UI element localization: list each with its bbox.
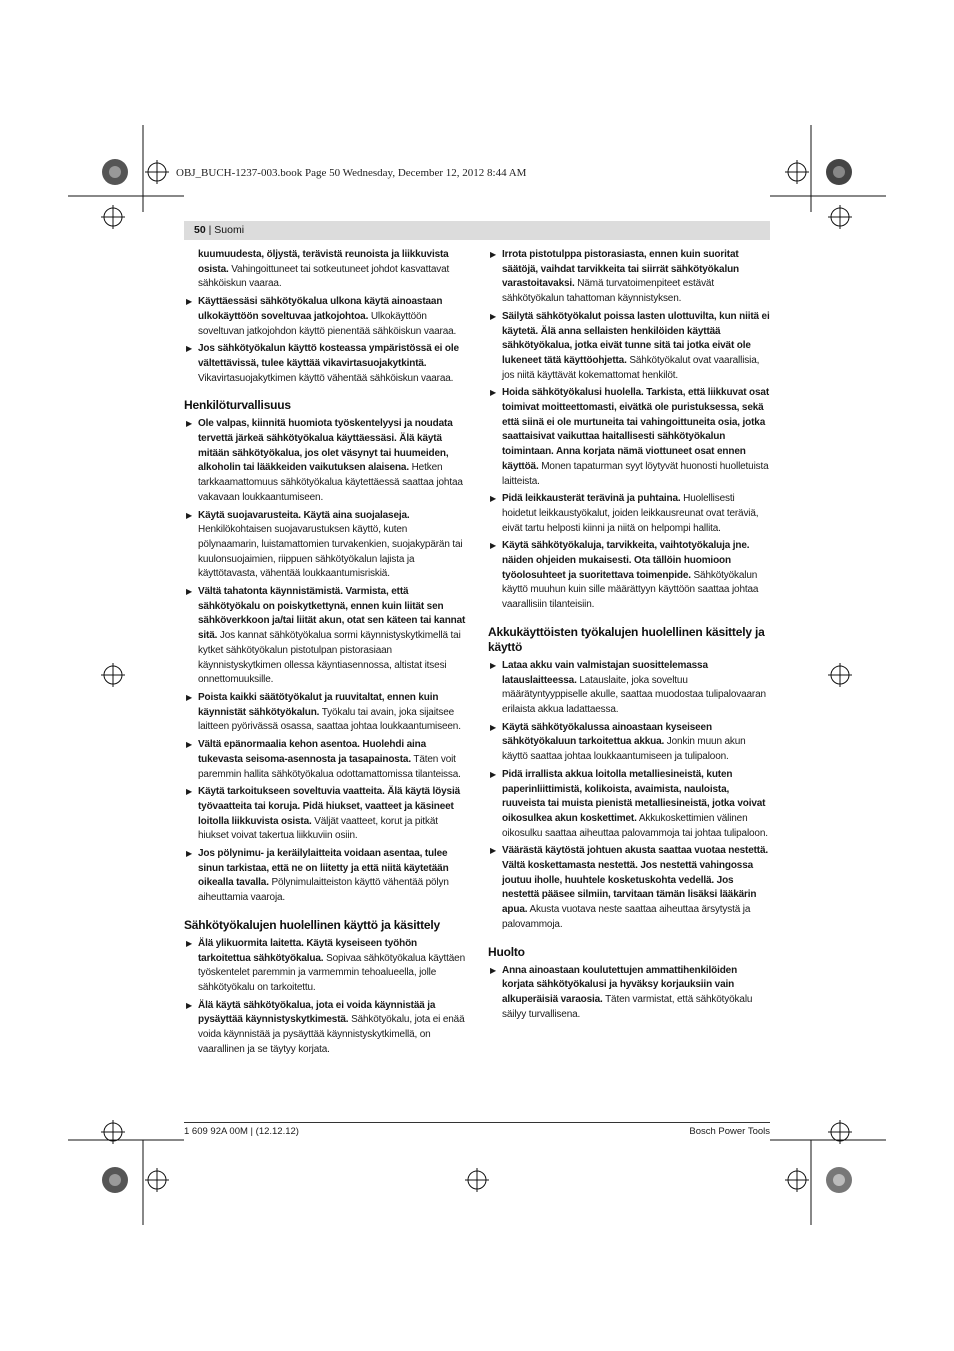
list-item: ▶ Jos pölynimu- ja keräilylaitteita voidaan asentaa, tulee sinun tarkistaa, että ne on liitetty ja että niitä käytetään oikealla tavalla. Pölynimulaitteiston käyttö vähentää pölyn aiheuttamia vaaroja. (186, 848, 449, 904)
footer-divider (184, 1122, 770, 1123)
list-item: ▶ Käyttäessäsi sähkötyökalua ulkona käytä ainoastaan ulkokäyttöön soveltuvaa jatkojohtoa. Ulkokäyttöön soveltuvan jatkojohdon käyttö pienentää sähköiskun vaaraa. (186, 296, 457, 337)
list-item: ▶ Käytä sähkötyökaluja, tarvikkeita, vaihtotyökaluja jne. näiden ohjeiden mukaisesti. Ota tällöin huomioon työolosuhteet ja suoritettava toimenpide. Sähkötyökalun käyttö muuhun kuin sille määrättyyn käyttöön saattaa johtaa vaarallisiin tilanteisiin. (490, 540, 759, 611)
bullet-icon: ▶ (186, 849, 193, 859)
bullet-icon: ▶ (490, 965, 497, 975)
bullet-icon: ▶ (186, 787, 193, 797)
list-item: ▶ Älä ylikuormita laitetta. Käytä kyseiseen työhön tarkoitettua sähkötyökalua. Sopivaa sähkötyökalua käyttäen työskentelet paremmin ja varmemmin tehoalueella, jolle sähkötyökalu on tarkoitettu. (186, 937, 465, 993)
list-item: ▶ Poista kaikki säätötyökalut ja ruuvitaltat, ennen kuin käynnistät sähkötyökalun. Työkalu tai avain, joka sijaitsee laitteen pyörivässä osassa, saattaa johtaa loukkaantumiseen. (186, 691, 461, 733)
footer-doc-number: 1 609 92A 00M | (12.12.12) (184, 1126, 299, 1137)
section-heading: Akkukäyttöisten työkalujen huolellinen käsittely ja käyttö (488, 624, 765, 654)
list-item: ▶ Pidä leikkausterät terävinä ja puhtaina. Huolellisesti hoidetut leikkaustyökalut, joiden leikkausreunat ovat teräviä, eivät tartu helposti kiinni ja niitä on helpompi hallita. (490, 493, 759, 534)
print-info: OBJ_BUCH-1237-003.book Page 50 Wednesday, December 12, 2012 8:44 AM (176, 167, 527, 179)
list-item: ▶ Säilytä sähkötyökalut poissa lasten ulottuvilta, kun niitä ei käytetä. Älä anna sellaisten henkilöiden käyttää sähkötyökalua, jotka eivät tunne sitä tai jotka eivät ole lukeneet tätä käyttöohjetta. Sähkötyökalut ovat vaarallisia, jos niitä käyttävät kokemattomat henkilöt. (490, 310, 770, 381)
list-item: ▶ Irrota pistotulppa pistorasiasta, ennen kuin suoritat säätöjä, vaihdat tarvikkeita tai siirrät sähkötyökalun varastoitavaksi. Nämä turvatoimenpiteet estävät sähkötyökalun tahattoman käynnistyksen. (490, 249, 740, 305)
list-item: kuumuudesta, öljystä, terävistä reunoista ja liikkuvista osista. Vahingoittuneet tai sotkeutuneet johdot kasvattavat sähköiskun vaaraa. (198, 249, 450, 290)
bullet-icon: ▶ (490, 494, 497, 504)
right-column (488, 248, 770, 1025)
bullet-icon: ▶ (186, 297, 193, 307)
footer-brand: Bosch Power Tools (689, 1126, 770, 1137)
bullet-icon: ▶ (186, 1000, 193, 1010)
bullet-icon: ▶ (186, 510, 193, 520)
list-item: ▶ Pidä irrallista akkua loitolla metalliesineistä, kuten paperinliittimistä, kolikoista, avaimista, nauloista, ruuveista tai muista pienistä metalliesineistä, jotka voivat oikosulkea akun koskettimet. Akkukoskettimien välinen oikosulku saattaa aiheuttaa palovammoja tai johtaa tulipaloon. (490, 768, 768, 839)
bullet-icon: ▶ (186, 938, 193, 948)
list-item: ▶ Älä käytä sähkötyökalua, jota ei voida käynnistää ja pysäyttää käynnistyskytkimestä. Sähkötyökalu, jota ei enää voida käynnistää ja pysäyttää käynnistyskytkimellä, on vaarallinen ja se täytyy korjata. (186, 999, 465, 1055)
list-item: ▶ Jos sähkötyökalun käyttö kosteassa ympäristössä ei ole vältettävissä, tulee käyttää vikavirtasuojakytkintä. Vikavirtasuojakytkimen käyttö vähentää sähköiskun vaaraa. (186, 343, 459, 384)
list-item: ▶ Vältä tahatonta käynnistämistä. Varmista, että sähkötyökalu on poiskytkettynä, ennen kuin liität sen sähköverkkoon ja/tai liität akun, otat sen käteen tai kannat sitä. Jos kannat sähkötyökalua sormi käynnistyskytkimellä tai kytket sähkötyökalun pistotulpan pistorasiaan käynnistyskytkimen ollessa käyntiasennossa, altistat itsesi onnettomuuksille. (186, 586, 466, 686)
bullet-icon: ▶ (186, 692, 193, 702)
bullet-icon: ▶ (490, 311, 497, 321)
bullet-icon: ▶ (186, 587, 193, 597)
bullet-icon: ▶ (490, 769, 497, 779)
bullet-icon: ▶ (490, 388, 497, 398)
list-item: ▶ Vältä epänormaalia kehon asentoa. Huolehdi aina tukevasta seisoma-asennosta ja tasapainosta. Täten voit paremmin hallita sähkötyökalua odottamattomissa tilanteissa. (186, 739, 461, 780)
list-item: ▶ Hoida sähkötyökalusi huolella. Tarkista, että liikkuvat osat toimivat moitteettomasti, eivätkä ole puristuksessa, sekä että siinä ei ole murtuneita tai vahingoittuneita osia, jotka saattaisivat vaikuttaa haitallisesti sähkötyökalun toimintaan. Anna korjata nämä viottuneet osat ennen käyttöä. Monen tapaturman syyt löytyvät huonosti huolletuista laitteista. (490, 387, 770, 487)
section-heading: Huolto (488, 944, 525, 959)
bullet-icon: ▶ (490, 846, 497, 856)
section-heading: Henkilöturvallisuus (184, 398, 291, 413)
bullet-icon: ▶ (186, 740, 193, 750)
list-item: ▶ Käytä suojavarusteita. Käytä aina suojalaseja. Henkilökohtaisen suojavarustuksen käyttö, kuten pölynaamarin, luistamattomien turvakenkien, suojakypärän tai kuulonsuojaimien, riippuen sähkötyökalun lajista ja käyttötavasta, vähentää loukkaantumisriskiä. (186, 509, 463, 580)
bullet-icon: ▶ (490, 250, 497, 259)
bullet-icon: ▶ (490, 660, 497, 670)
section-name: Suomi (214, 224, 245, 236)
page-number: 50 (194, 224, 206, 236)
list-item: ▶ Käytä tarkoitukseen soveltuvia vaatteita. Älä käytä löysiä työvaatteita tai koruja. Pidä hiukset, vaatteet ja käsineet loitolla liikkuvista osista. Väljät vaatteet, korut ja pitkät hiukset voivat takertua liikkuviin osiin. (186, 786, 460, 842)
list-item: ▶ Lataa akku vain valmistajan suosittelemassa latauslaitteessa. Latauslaite, joka soveltuu määrätyntyyppiselle akulle, saattaa muodostaa tulipalovaaran erilaista akkua ladattaessa. (490, 659, 766, 715)
bullet-icon: ▶ (490, 722, 497, 732)
left-column (184, 248, 466, 1060)
section-heading: Sähkötyökalujen huolellinen käyttö ja käsittely (184, 917, 441, 932)
page-header: 50 | Suomi (184, 221, 770, 240)
list-item: ▶ Ole valpas, kiinnitä huomiota työskentelyysi ja noudata tervettä järkeä sähkötyökalua käyttäessäsi. Älä käytä mitään sähkötyökalua, jos olet väsynyt tai huumeiden, alkoholin tai lääkkeiden vaikutuksen alaisena. Hetken tarkkaamattomuus sähkötyökalua käytettäessä saattaa johtaa vakavaan loukkaantumiseen. (186, 418, 463, 503)
bullet-icon: ▶ (186, 419, 193, 429)
list-item: ▶ Anna ainoastaan koulutettujen ammattihenkilöiden korjata sähkötyökalusi ja hyväksy korjauksiin vain alkuperäisiä varaosia. Täten varmistat, että sähkötyökalu säilyy turvallisena. (490, 964, 753, 1020)
bullet-icon: ▶ (186, 344, 193, 354)
list-item: ▶ Käytä sähkötyökalussa ainoastaan kyseiseen sähkötyökaluun tarkoitettua akkua. Jonkin muun akun käyttö saattaa johtaa loukkaantumiseen ja tulipaloon. (490, 721, 746, 763)
list-item: ▶ Väärästä käytöstä johtuen akusta saattaa vuotaa nestettä. Vältä koskettamasta nestettä. Jos nestettä vahingossa joutuu iholle, huuhtele kosketuskohta vedellä. Jos nestettä pääsee silmiin, tarvitaan tämän lisäksi lääkärin apua. Akusta vuotava neste saattaa aiheuttaa ärsytystä ja palovammoja. (490, 845, 769, 930)
bullet-icon: ▶ (490, 541, 497, 551)
